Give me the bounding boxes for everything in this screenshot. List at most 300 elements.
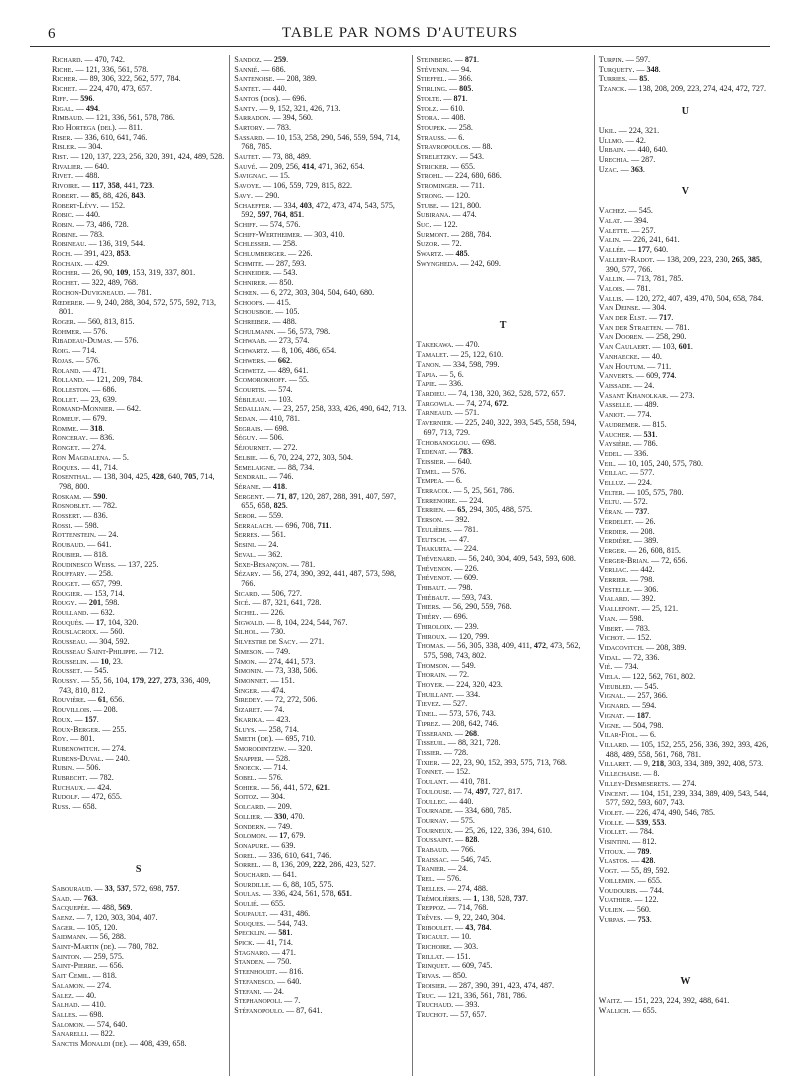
index-entry: Strohl. — 224, 680, 686. (416, 171, 502, 181)
index-entry: Vieubled. — 545. (598, 681, 659, 691)
author-name: Thiéry. (416, 612, 442, 622)
author-name: Tanon. (416, 359, 441, 369)
page-references: 74, 274, 672. (466, 398, 509, 408)
page-references: 609. (463, 573, 479, 583)
index-entry: Snoeck. — 714. (234, 763, 288, 773)
index-entry: Rœderer. — 9, 240, 288, 304, 572, 575, 592, 713, 801. (52, 297, 216, 317)
index-entry: Vian. — 598. (598, 613, 644, 623)
index-entry: Trémolières. — 1, 138, 528, 737. (416, 893, 528, 903)
author-name: Rœderer. (52, 297, 85, 307)
index-entry: Thakurta. — 224. (416, 544, 479, 554)
author-name: Voudouris. (598, 885, 638, 895)
index-entry: Tisseuil. — 88, 321, 728. (416, 738, 501, 748)
author-name: Stieffel. (416, 74, 447, 84)
author-name: Schwers. (234, 355, 266, 365)
page-references: 711. (657, 361, 672, 371)
page-references: 348. (646, 64, 661, 74)
author-name: Villaret. (598, 759, 632, 769)
author-name: Snoeck. (234, 763, 262, 773)
page-references: 209, 256, 414, 471, 362, 654. (269, 161, 365, 171)
page-references: 56, 288. (99, 932, 126, 942)
page-references: 121, 800. (450, 200, 482, 210)
index-entry: Verdelet. — 26. (598, 516, 656, 526)
page-references: 117, 358, 441, 723. (91, 181, 155, 191)
page-references: 209. (277, 802, 292, 812)
page-references: 208. (103, 705, 118, 715)
page-references: 15. (279, 171, 290, 181)
page-references: 26, 90, 109, 153, 319, 337, 801. (91, 268, 196, 278)
author-name: Stolz. (416, 103, 439, 113)
page-references: 318. (90, 423, 105, 433)
page-references: 431, 486. (279, 908, 311, 918)
author-name: Vurpas. (598, 914, 626, 924)
page-references: 258, 290. (655, 332, 687, 342)
index-columns (48, 55, 776, 1076)
index-entry: Tournay. — 575. (416, 815, 475, 825)
author-name: Schiff-Wertheimer. (234, 229, 303, 239)
index-entry: Violet. — 226, 474, 490, 546, 785. (598, 807, 716, 817)
index-entry: Séguy. — 506. (234, 433, 284, 443)
page-references: 577. (640, 468, 655, 478)
page-references: 320. (298, 743, 313, 753)
page-references: 871. (464, 55, 480, 64)
page-references: 549. (461, 660, 476, 670)
author-name: Spick. (234, 937, 255, 947)
index-entry: Takekawa. — 470. (416, 340, 480, 350)
author-name: Tissier. (416, 748, 442, 757)
author-name: Vignard. (598, 701, 630, 711)
page-references: 662. (277, 355, 293, 365)
index-entry: Romme. — 318. (52, 423, 105, 433)
index-entry: Trel. — 576. (416, 874, 462, 884)
index-entry: Sohier. — 56, 441, 572, 621. (234, 782, 330, 792)
page-references: 120. (455, 190, 471, 200)
index-entry: Sartory. — 783. (234, 122, 291, 132)
page-references: 5. (122, 452, 129, 462)
page-references: 423. (276, 714, 291, 724)
page-references: 392. (455, 515, 470, 525)
page-references: 272. (283, 443, 298, 453)
author-name: Rouget. (52, 578, 80, 588)
author-name: Vanverts. (598, 371, 634, 381)
author-name: Sorrel. (234, 860, 261, 870)
page-references: 138, 209, 223, 230, 265, 385, 390, 577, 766. (605, 254, 762, 274)
page-references: 546, 745. (460, 854, 492, 864)
index-entry: Strong. — 120. (416, 190, 471, 200)
page-references: 303, 410. (314, 229, 345, 239)
page-references: 408, 439, 658. (139, 1039, 187, 1049)
index-entry: Sondern. — 749. (234, 821, 293, 831)
index-entry: Schlesser. — 258. (234, 239, 298, 249)
section-letter: W (680, 976, 691, 988)
author-name: Thiers. (416, 602, 441, 612)
author-name: Viallefont. (598, 604, 640, 614)
author-name: Verger. (598, 545, 627, 555)
page-references: 334. (465, 689, 481, 699)
index-entry: Swyngheda. — 242, 609. (416, 258, 501, 268)
page-references: 811. (128, 122, 143, 132)
index-entry: Thiébaut. — 593, 743. (416, 592, 493, 602)
author-name: Violle. (598, 817, 624, 827)
index-entry: Sedan. — 410, 781. (234, 414, 300, 424)
page-references: 121, 336, 561, 578. (85, 64, 149, 74)
index-entry: Rojas. — 576. (52, 355, 101, 365)
page-references: 17, 679. (279, 831, 306, 841)
index-entry: Villechaise. — 8. (598, 769, 660, 779)
page-references: 8, 104, 224, 544, 767. (276, 617, 348, 627)
index-entry: Truchaud. — 393. (416, 1000, 480, 1010)
index-entry: Tanon. — 334, 598, 799. (416, 359, 500, 369)
index-entry: Rouffary. — 258. (52, 569, 113, 579)
page-references: 224. (469, 495, 484, 505)
author-name: Ruchaux. (52, 782, 86, 792)
author-name: Tonnet. (416, 767, 444, 777)
page-references: 9, 152, 321, 426, 713. (269, 103, 341, 113)
index-entry: Stirling. — 805. (416, 84, 474, 94)
author-name: Soupault. (234, 908, 268, 918)
page-references: 410. (91, 1000, 106, 1010)
index-entry: Schmite. — 287, 593. (234, 258, 307, 268)
author-name: Thiroux. (416, 631, 447, 641)
index-entry: Stora. — 408. (416, 113, 466, 123)
index-entry: Silhol. — 730. (234, 627, 286, 637)
index-entry: Villard. — 105, 152, 255, 256, 336, 392, 393, 426, 488, 489, 558, 561, 768, 781. (598, 740, 769, 759)
index-entry: Rolland. — 121, 209, 784. (52, 375, 143, 385)
index-entry: Sendrail. — 746. (234, 472, 294, 482)
author-name: Truchaud. (416, 1000, 454, 1010)
page-references: 610. (450, 103, 465, 113)
index-entry: Rouvillois. — 208. (52, 705, 118, 715)
index-entry: Thuillant. — 334. (416, 689, 481, 699)
page-references: 208, 389. (286, 74, 317, 84)
author-name: Tisseuil. (416, 738, 446, 748)
index-entry: Roudinesco Weiss. — 137, 225. (52, 559, 159, 569)
page-references: 428. (641, 856, 656, 866)
page-references: 208, 389. (656, 642, 687, 652)
page-references: 85. (639, 74, 650, 84)
index-entry: Vitoux. — 789. (598, 846, 652, 856)
page-references: 224, 321. (628, 125, 660, 135)
author-name: Ron Magdalena. (52, 452, 111, 462)
page-references: 528. (275, 753, 291, 763)
author-name: Riff. (52, 93, 69, 103)
index-entry: Vibert. — 783. (598, 623, 650, 633)
index-entry: Sesini. — 24. (234, 540, 279, 550)
author-name: Séjournet. (234, 443, 272, 453)
page-references: 362. (268, 549, 283, 559)
page-references: 287, 593. (275, 258, 307, 268)
page-references: 506, 727. (271, 588, 302, 598)
page-references: 640. (457, 456, 472, 466)
index-entry: Wallich. — 655. (598, 1006, 657, 1016)
page-references: 208. (640, 526, 655, 536)
page-references: 576. (124, 336, 139, 346)
index-entry: Truc. — 121, 336, 561, 781, 786. (416, 990, 527, 1000)
page-references: 274. (91, 443, 107, 453)
author-name: Segrais. (234, 423, 263, 433)
page-references: 72. (458, 670, 470, 680)
page-references: 274, 441, 573. (268, 656, 316, 666)
page-references: 440. (85, 210, 101, 220)
index-entry: Schiff. — 574, 576. (234, 219, 301, 229)
index-entry: Subirana. — 474. (416, 210, 477, 220)
author-name: Romme. (52, 423, 79, 433)
index-entry: Rousseau. — 304, 592. (52, 637, 130, 647)
author-name: Soulié. (234, 899, 259, 909)
page-references: 871. (453, 93, 468, 103)
page-references: 714. (273, 763, 288, 773)
index-entry: Sicard. — 506, 727. (234, 588, 302, 598)
page-references: 10. (461, 932, 472, 942)
page-references: 121, 336, 561, 781, 786. (447, 990, 527, 1000)
author-name: Troisier. (416, 980, 447, 990)
author-name: Toullec. (416, 796, 448, 806)
index-entry: Stagnaro. — 471. (234, 947, 296, 957)
page-references: 122. (443, 219, 458, 229)
author-name: Trillat. (416, 951, 445, 961)
author-name: Schousboe. (234, 307, 274, 317)
author-name: Souques. (234, 918, 266, 928)
page-references: 717. (659, 313, 674, 323)
page-references: 73, 338, 506. (275, 666, 318, 676)
author-name: Tapie. (416, 379, 437, 389)
page-references: 737. (635, 507, 650, 517)
index-entry: Velluz. — 224. (598, 478, 652, 488)
author-name: Vibert. (598, 623, 624, 633)
author-name: Rocher. (52, 268, 80, 278)
index-entry: Soulas. — 336, 424, 561, 578, 651. (234, 889, 352, 899)
author-name: Rigal. (52, 103, 74, 113)
index-entry: Steinberg. — 871. (416, 55, 480, 64)
author-name: Rosenthal. (52, 472, 92, 482)
page-references: 506. (86, 763, 101, 773)
index-entry: Thiroux. — 120, 799. (416, 631, 490, 641)
author-name: Surmont. (416, 229, 450, 239)
author-name: Sager. (52, 922, 75, 932)
index-entry: Thomas. — 56, 305, 338, 409, 411, 472, 473, 562, 575, 598, 743, 802. (416, 641, 581, 660)
author-name: Sautet. (234, 152, 261, 162)
author-name: Verdière. (598, 536, 632, 546)
page-references: 781. (636, 283, 651, 293)
page-references: 679. (92, 414, 107, 424)
author-name: Ronget. (52, 443, 80, 453)
author-name: Solomon. (234, 831, 268, 841)
page-references: 686. (102, 384, 117, 394)
index-entry: Traissac. — 546, 745. (416, 854, 492, 864)
author-name: Sannié. (234, 64, 260, 74)
index-entry: Vidal. — 72, 336. (598, 652, 660, 662)
index-entry: Targowla. — 74, 274, 672. (416, 398, 509, 408)
index-entry: Solcard. — 209. (234, 802, 292, 812)
author-name: Risler. (52, 142, 77, 152)
page-references: 531. (643, 429, 658, 439)
index-entry: Waitz. — 151, 223, 224, 392, 488, 641. (598, 996, 730, 1006)
index-entry: Sizaret. — 74. (234, 705, 285, 715)
page-references: 137, 225. (128, 559, 159, 569)
page-references: 336, 610, 641, 746. (84, 132, 148, 142)
page-references: 470. (465, 340, 480, 350)
index-entry: Terracol. — 5, 25, 561, 786. (416, 486, 515, 496)
page-header (30, 22, 770, 47)
author-name: Villard. (598, 740, 629, 749)
page-references: 122. (644, 895, 659, 905)
author-name: Rollet. (52, 394, 79, 404)
page-references: 6, 70, 224, 272, 303, 504. (269, 452, 353, 462)
index-entry: Romeuf. — 679. (52, 414, 107, 424)
index-entry: Smorodintzew. — 320. (234, 743, 313, 753)
index-entry: Romand-Monnier. — 642. (52, 404, 141, 414)
author-name: Saad. (52, 893, 72, 903)
author-name: Thévenot. (416, 573, 452, 583)
page-references: 471. (281, 947, 296, 957)
page-references: 641. (282, 870, 297, 880)
author-name: Vaysière. (598, 439, 632, 449)
index-entry: Salomon. — 574, 640. (52, 1019, 128, 1029)
page-references: 26. (645, 516, 656, 526)
page-references: 744. (649, 885, 664, 895)
index-entry: Viela. — 122, 562, 761, 802. (598, 672, 696, 682)
page-references: 22, 23, 90, 152, 393, 575, 713, 768. (451, 757, 567, 767)
page-references: 696, 708, 711. (285, 520, 332, 530)
index-entry: Thibaut. — 798. (416, 583, 473, 593)
page-references: 41, 714. (91, 462, 118, 472)
page-references: 72, 336. (633, 652, 660, 662)
page-references: 850. (452, 971, 468, 981)
index-entry: Rocher. — 26, 90, 109, 153, 319, 337, 801. (52, 268, 196, 278)
page-references: 42. (635, 135, 646, 145)
author-name: Viela. (598, 672, 621, 682)
index-entry: Rubrecht. — 782. (52, 773, 114, 783)
author-name: Van Caulaert. (598, 342, 651, 352)
index-entry: Soitoz. — 304. (234, 792, 285, 802)
author-name: Tixier. (416, 757, 440, 767)
index-entry: Sicé. — 87, 321, 641, 728. (234, 598, 322, 608)
page-references: 336. (634, 448, 649, 458)
index-entry: Souques. — 544, 743. (234, 918, 308, 928)
page-references: 258, 714. (268, 724, 299, 734)
index-entry: Vallin. — 713, 781, 785. (598, 274, 684, 284)
author-name: Vidal. (598, 652, 621, 662)
author-name: Simon. (234, 656, 257, 666)
author-name: Trel. (416, 874, 435, 884)
index-entry: Rousseau Saint-Philippe. — 712. (52, 646, 164, 656)
author-name: Richet. (52, 84, 78, 94)
author-name: Sandoz. (234, 55, 262, 64)
index-entry: Turries. — 85. (598, 74, 650, 84)
author-name: Vulien. (598, 904, 625, 914)
page-references: 33, 537, 572, 698, 757. (104, 883, 180, 893)
page-references: 85, 88, 426, 843. (90, 190, 146, 200)
author-name: Vallery-Radot. (598, 254, 655, 264)
index-entry: Thoyer. — 224, 320, 423. (416, 680, 503, 690)
page-references: 120, 272, 407, 439, 470, 504, 658, 784. (635, 293, 764, 303)
index-entry: Silvestre de Sacy. — 271. (234, 637, 325, 647)
index-entry: Schulmann. — 56, 573, 798. (234, 326, 331, 336)
author-name: Sobel. (234, 773, 257, 783)
author-name: Vanhaecke. (598, 351, 640, 361)
index-entry: Valette. — 257. (598, 225, 656, 235)
index-entry: Toulant. — 410, 781. (416, 777, 491, 787)
page-references: 575. (460, 815, 475, 825)
author-name: Swyngheda. (416, 258, 459, 268)
index-entry: Sait Cemil. — 818. (52, 971, 117, 981)
page-references: 783. (635, 623, 650, 633)
page-references: 322, 489, 768. (91, 278, 139, 288)
page-references: 6. (455, 476, 463, 486)
author-name: Van Deinse. (598, 303, 641, 313)
index-column (412, 55, 594, 1076)
index-entry: Roux-Berger. — 255. (52, 724, 127, 734)
page-references: 10, 105, 240, 575, 780. (628, 458, 703, 468)
index-entry: Tissier. — 728. (416, 748, 469, 757)
page-references: 598. (629, 613, 644, 623)
section-spacer (52, 812, 225, 852)
author-name: Sourdille. (234, 879, 271, 889)
index-entry: Siredey. — 72, 272, 506. (234, 695, 318, 705)
page-references: 157. (84, 714, 99, 724)
author-name: Schulmann. (234, 326, 276, 336)
author-name: Sanctis Monaldi (de). (52, 1039, 128, 1049)
index-entry: Sourdille. — 6, 88, 105, 575. (234, 879, 334, 889)
index-entry: Saidmann. — 56, 288. (52, 932, 126, 942)
index-entry: Verdière. — 389. (598, 536, 659, 546)
page-references: 656. (109, 961, 124, 971)
author-name: Thuillant. (416, 689, 454, 699)
page-references: 41, 714. (266, 937, 293, 947)
page-references: 122, 562, 761, 802. (632, 672, 696, 682)
index-entry: Rubens-Duval. — 240. (52, 753, 130, 763)
author-name: Valette. (598, 225, 630, 235)
index-entry: Suc. — 122. (416, 219, 458, 229)
index-entry: Schwaab. — 273, 574. (234, 336, 310, 346)
index-entry: Veil. — 10, 105, 240, 575, 780. (598, 458, 703, 468)
index-entry: Serres. — 561. (234, 530, 286, 540)
index-entry: Russ. — 658. (52, 802, 97, 812)
index-entry: Tonnet. — 152. (416, 767, 471, 777)
page-references: 26, 608, 815. (638, 545, 681, 555)
author-name: Rubens-Duval. (52, 753, 104, 763)
section-letter: V (681, 186, 689, 198)
author-name: Tamalet. (416, 350, 449, 360)
author-name: Turquety. (598, 64, 635, 74)
author-name: Rossi. (52, 520, 73, 530)
index-entry: Rouget. — 657, 799. (52, 578, 123, 588)
page-references: 728. (453, 748, 469, 757)
page-references: 440. (272, 84, 287, 94)
page-references: 782. (102, 501, 118, 511)
author-name: Rivet. (52, 171, 74, 181)
page-references: 121, 209, 784. (96, 375, 143, 385)
author-name: Strauss. (416, 132, 447, 142)
author-name: Seror. (234, 511, 257, 521)
author-name: Rossert. (52, 511, 82, 521)
page-references: 594. (642, 701, 657, 711)
page-references: 10, 23. (100, 656, 123, 666)
author-name: Ronceray. (52, 433, 88, 443)
author-name: Sorel. (234, 850, 257, 860)
index-entry: Van Caulaert. — 103, 601. (598, 342, 693, 352)
page-references: 836. (93, 511, 108, 521)
page-references: 363. (630, 164, 645, 174)
author-name: Tournade. (416, 806, 453, 816)
index-entry: Rouvière. — 61, 656. (52, 695, 125, 705)
author-name: Sollier. (234, 811, 263, 821)
page-references: 71, 87, 120, 287, 288, 391, 407, 597, 655, 658, 825. (241, 491, 396, 511)
index-entry: Sergent. — 71, 87, 120, 287, 288, 391, 407, 597, 655, 658, 825. (234, 491, 396, 511)
page-references: 87, 641. (296, 1005, 323, 1015)
index-entry: Uzac. — 363. (598, 164, 645, 174)
author-name: Stéfanopoulo. (234, 1005, 284, 1015)
